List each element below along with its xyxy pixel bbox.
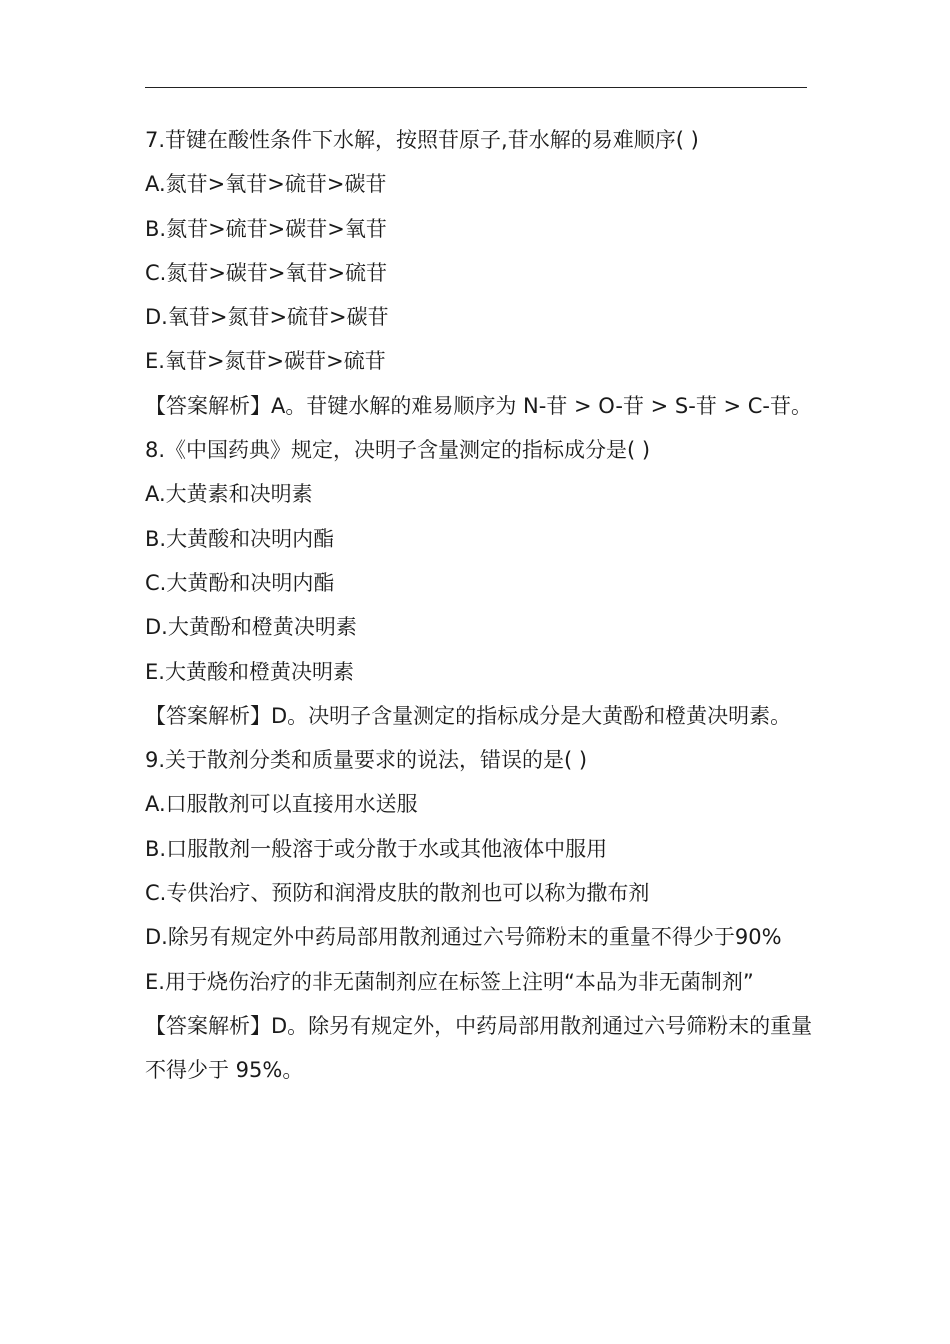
option-a: A.大黄素和决明素 — [145, 482, 313, 507]
option-d: D.大黄酚和橙黄决明素 — [145, 615, 357, 640]
option-a: A.口服散剂可以直接用水送服 — [145, 792, 418, 817]
question-8 — [145, 428, 817, 738]
option-b: B.口服散剂一般溶于或分散于水或其他液体中服用 — [145, 836, 608, 861]
question-stem: 8.《中国药典》规定，决明子含量测定的指标成分是( ) — [145, 438, 651, 463]
question-stem: 7.苷键在酸性条件下水解，按照苷原子,苷水解的易难顺序( ) — [145, 128, 699, 152]
answer-explanation: 【答案解析】A。苷键水解的难易顺序为 N-苷 > O-苷 > S-苷 > C-苷。 — [145, 393, 813, 418]
option-c: C.专供治疗、预防和润滑皮肤的散剂也可以称为撒布剂 — [145, 881, 650, 906]
option-d: D.除另有规定外中药局部用散剂通过六号筛粉末的重量不得少于90% — [145, 925, 782, 950]
option-b: B.氮苷>硫苷>碳苷>氧苷 — [145, 216, 387, 241]
question-9 — [145, 738, 817, 1092]
option-b: B.大黄酸和决明内酯 — [145, 526, 335, 551]
answer-explanation: 【答案解析】D。除另有规定外，中药局部用散剂通过六号筛粉末的重量不得少于 95%。 — [145, 1013, 813, 1083]
option-c: C.大黄酚和决明内酯 — [145, 570, 335, 595]
option-e: E.用于烧伤治疗的非无菌制剂应在标签上注明“本品为非无菌制剂” — [145, 969, 754, 994]
header-rule — [145, 87, 807, 88]
option-a: A.氮苷>氧苷>硫苷>碳苷 — [145, 172, 387, 197]
question-stem: 9.关于散剂分类和质量要求的说法，错误的是( ) — [145, 748, 588, 773]
answer-explanation: 【答案解析】D。决明子含量测定的指标成分是大黄酚和橙黄决明素。 — [145, 703, 792, 728]
document-body — [145, 118, 817, 1093]
option-c: C.氮苷>碳苷>氧苷>硫苷 — [145, 260, 388, 285]
option-e: E.氧苷>氮苷>碳苷>硫苷 — [145, 349, 386, 374]
option-d: D.氧苷>氮苷>硫苷>碳苷 — [145, 305, 389, 330]
question-7 — [145, 118, 817, 428]
option-e: E.大黄酸和橙黄决明素 — [145, 659, 354, 684]
